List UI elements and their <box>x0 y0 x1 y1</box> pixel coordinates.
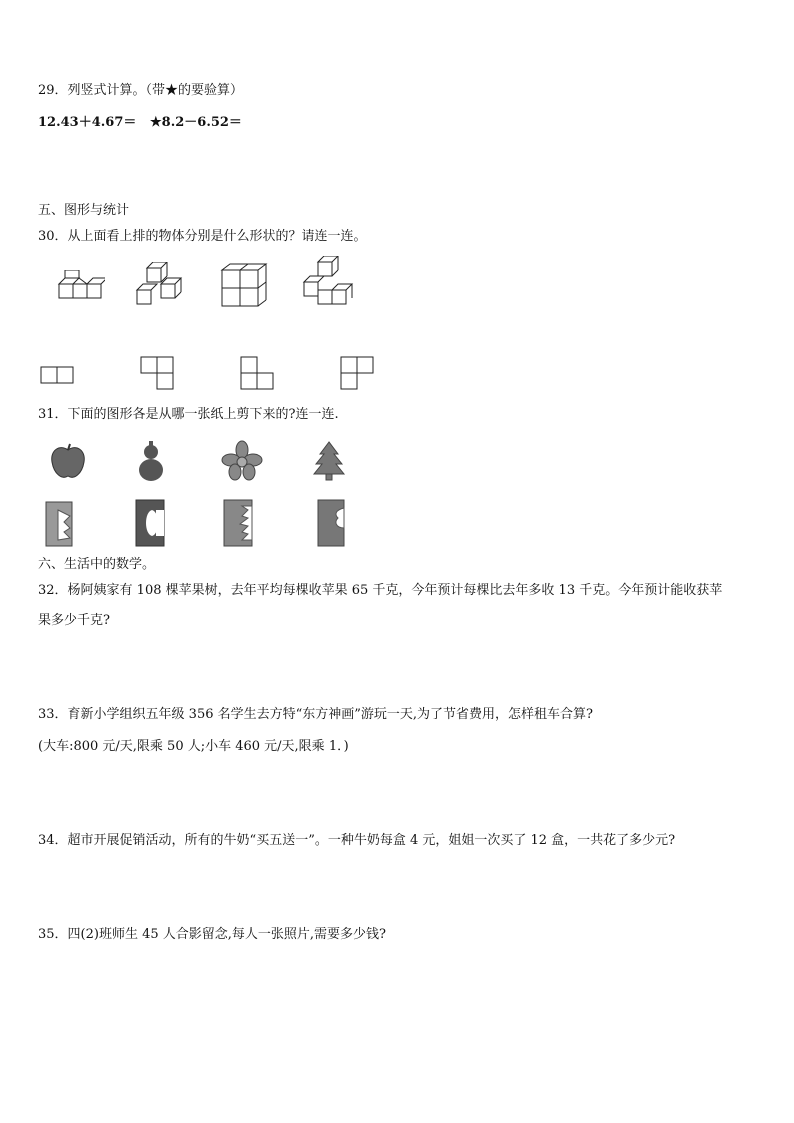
paper-a-figure <box>44 500 74 548</box>
two-squares-figure <box>40 366 76 386</box>
q32-line2: 果多少千克? <box>38 613 110 628</box>
q29-expr1: 12.43＋4.67＝ <box>38 115 137 130</box>
cube-stack-c-figure <box>220 262 272 308</box>
q29-expr2: ★8.2－6.52＝ <box>150 115 242 130</box>
q35-line1: 35．四(2)班师生 45 人合影留念,每人一张照片,需要多少钱? <box>38 927 386 942</box>
q34-line1: 34．超市开展促销活动，所有的牛奶“买五送一”。一种牛奶每盒 4 元，姐姐一次买了 12 盒，一共花了多少元? <box>38 833 676 848</box>
section6-title: 六、生活中的数学。 <box>38 557 156 572</box>
section5-title: 五、图形与统计 <box>38 203 130 218</box>
l-shape-c-figure <box>340 356 376 392</box>
gourd-shape-figure <box>133 440 169 482</box>
apple-shape-figure <box>48 442 88 482</box>
q31-title: 31．下面的图形各是从哪一张纸上剪下来的?连一连. <box>38 407 339 422</box>
l-shape-b-figure <box>240 356 276 392</box>
q33-line2: (大车:800 元/天,限乘 50 人;小车 460 元/天,限乘 1．) <box>38 739 349 754</box>
paper-d-figure <box>316 498 346 548</box>
q33-line1: 33．育新小学组织五年级 356 名学生去方特“东方神画”游玩一天,为了节省费用，怎样租车合算? <box>38 707 594 722</box>
l-shape-a-figure <box>140 356 176 392</box>
cube-stack-b-figure <box>135 262 187 310</box>
q32-line1: 32．杨阿姨家有 108 棵苹果树，去年平均每棵收苹果 65 千克，今年预计每棵比去年多收 13 千克。今年预计能收获苹 <box>38 583 723 598</box>
q29-title: 29．列竖式计算。（带★的要验算） <box>38 83 244 98</box>
flower-shape-figure <box>220 440 264 482</box>
paper-b-figure <box>134 498 166 548</box>
cube-stack-a-figure <box>55 270 105 308</box>
paper-c-figure <box>222 498 254 548</box>
tree-shape-figure <box>312 440 346 482</box>
cube-stack-d-figure <box>300 256 356 308</box>
q30-title: 30．从上面看上排的物体分别是什么形状的？请连一连。 <box>38 229 367 244</box>
